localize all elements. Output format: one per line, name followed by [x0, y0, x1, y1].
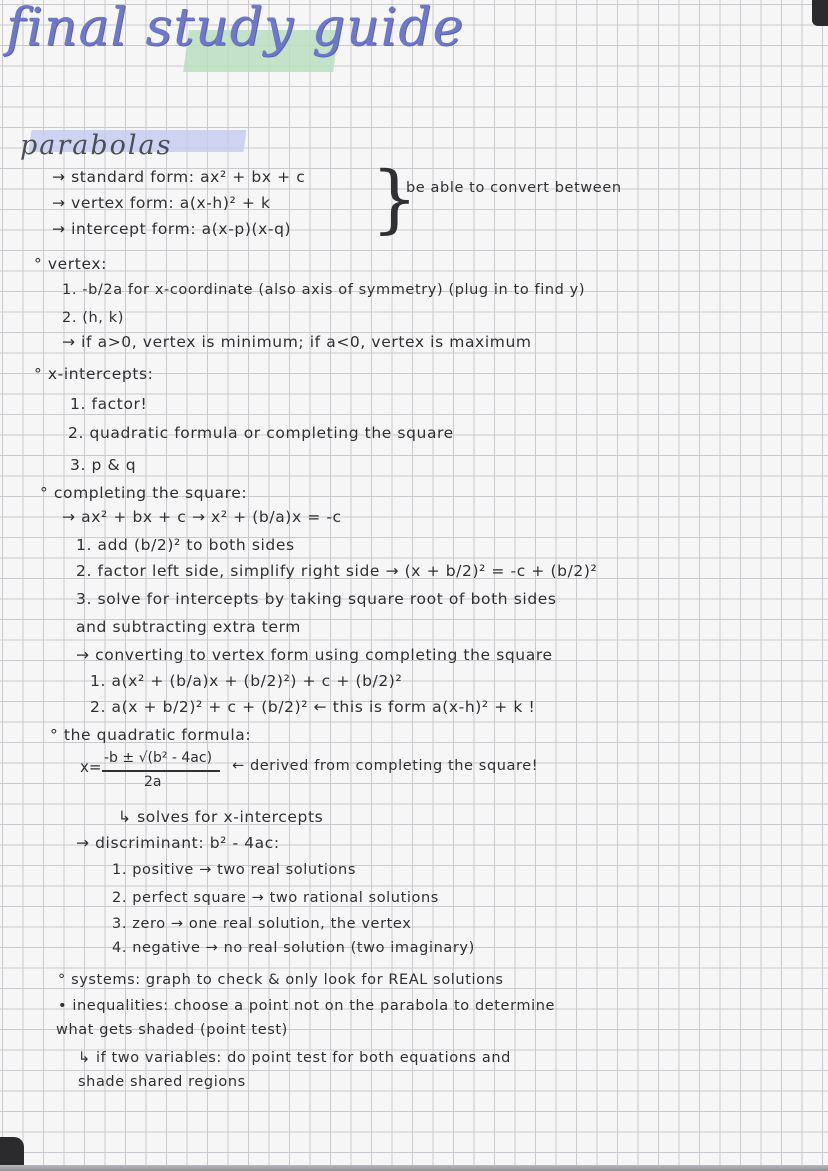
discriminant-heading: → discriminant: b² - 4ac:	[76, 834, 280, 852]
systems-text: systems: graph to check & only look for REAL solutions	[71, 972, 504, 988]
bullet-icon: °	[58, 972, 72, 988]
solves-note: ↳ solves for x-intercepts	[118, 808, 324, 826]
completing-heading-text: completing the square:	[53, 484, 248, 502]
formula-note: ← derived from completing the square!	[232, 758, 539, 774]
page-bottom-edge	[0, 1165, 828, 1171]
discriminant-item-4: 4. negative → no real solution (two imaginary)	[112, 940, 475, 956]
completing-step-0: → ax² + bx + c → x² + (b/a)x = -c	[62, 508, 342, 526]
convert-heading: → converting to vertex form using completing the square	[76, 646, 553, 664]
discriminant-item-2: 2. perfect square → two rational solutions	[112, 890, 439, 906]
formula-fraction-bar	[102, 770, 220, 772]
inequalities-sub-2: shade shared regions	[78, 1074, 246, 1090]
inequalities-line-2: what gets shaded (point test)	[56, 1022, 288, 1038]
convert-step-2: 2. a(x + b/2)² + c + (b/2)² ← this is form a(x-h)² + k !	[90, 698, 536, 716]
bullet-icon: °	[40, 484, 54, 502]
inequalities-sub-1: ↳ if two variables: do point test for both equations and	[78, 1050, 511, 1066]
formula-denominator: 2a	[144, 774, 162, 790]
page-title: final study guide	[6, 0, 465, 58]
page-corner-top-right	[812, 0, 828, 26]
intercept-form: → intercept form: a(x-p)(x-q)	[52, 220, 292, 238]
bullet-icon: °	[50, 726, 64, 744]
inequalities-line-1	[58, 998, 555, 1014]
x-intercepts-heading	[34, 365, 154, 383]
section-title: parabolas	[20, 130, 173, 161]
formula-x-label: x=	[80, 758, 102, 776]
convert-step-1: 1. a(x² + (b/a)x + (b/2)²) + c + (b/2)²	[90, 672, 403, 690]
bullet-icon: °	[34, 255, 48, 273]
brace-icon: }	[371, 156, 419, 242]
bullet-icon: °	[34, 365, 48, 383]
vertex-form: → vertex form: a(x-h)² + k	[52, 194, 271, 212]
x-intercepts-item-2: 2. quadratic formula or completing the square	[68, 424, 454, 442]
x-intercepts-item-1: 1. factor!	[70, 395, 148, 413]
completing-step-3b: and subtracting extra term	[76, 618, 301, 636]
formula-numerator: -b ± √(b² - 4ac)	[104, 750, 213, 766]
vertex-heading	[34, 255, 107, 273]
completing-step-2: 2. factor left side, simplify right side → (x + b/2)² = -c + (b/2)²	[76, 562, 598, 580]
vertex-item-1: 1. -b/2a for x-coordinate (also axis of symmetry) (plug in to find y)	[62, 282, 586, 298]
standard-form: → standard form: ax² + bx + c	[52, 168, 306, 186]
discriminant-item-3: 3. zero → one real solution, the vertex	[112, 916, 412, 932]
discriminant-item-1: 1. positive → two real solutions	[112, 862, 356, 878]
inequalities-text: inequalities: choose a point not on the parabola to determine	[72, 998, 556, 1014]
quadratic-heading	[50, 726, 251, 744]
bullet-icon: •	[58, 998, 73, 1014]
completing-heading	[40, 484, 247, 502]
x-intercepts-heading-text: x-intercepts:	[47, 365, 154, 383]
quadratic-heading-text: the quadratic formula:	[63, 726, 252, 744]
x-intercepts-item-3: 3. p & q	[70, 456, 137, 474]
vertex-heading-text: vertex:	[47, 255, 107, 273]
completing-step-1: 1. add (b/2)² to both sides	[76, 536, 295, 554]
vertex-item-2: 2. (h, k)	[62, 310, 124, 326]
systems-line	[58, 972, 504, 988]
convert-note: be able to convert between	[406, 180, 622, 196]
completing-step-3a: 3. solve for intercepts by taking square root of both sides	[76, 590, 557, 608]
vertex-rule: → if a>0, vertex is minimum; if a<0, vertex is maximum	[62, 333, 532, 351]
